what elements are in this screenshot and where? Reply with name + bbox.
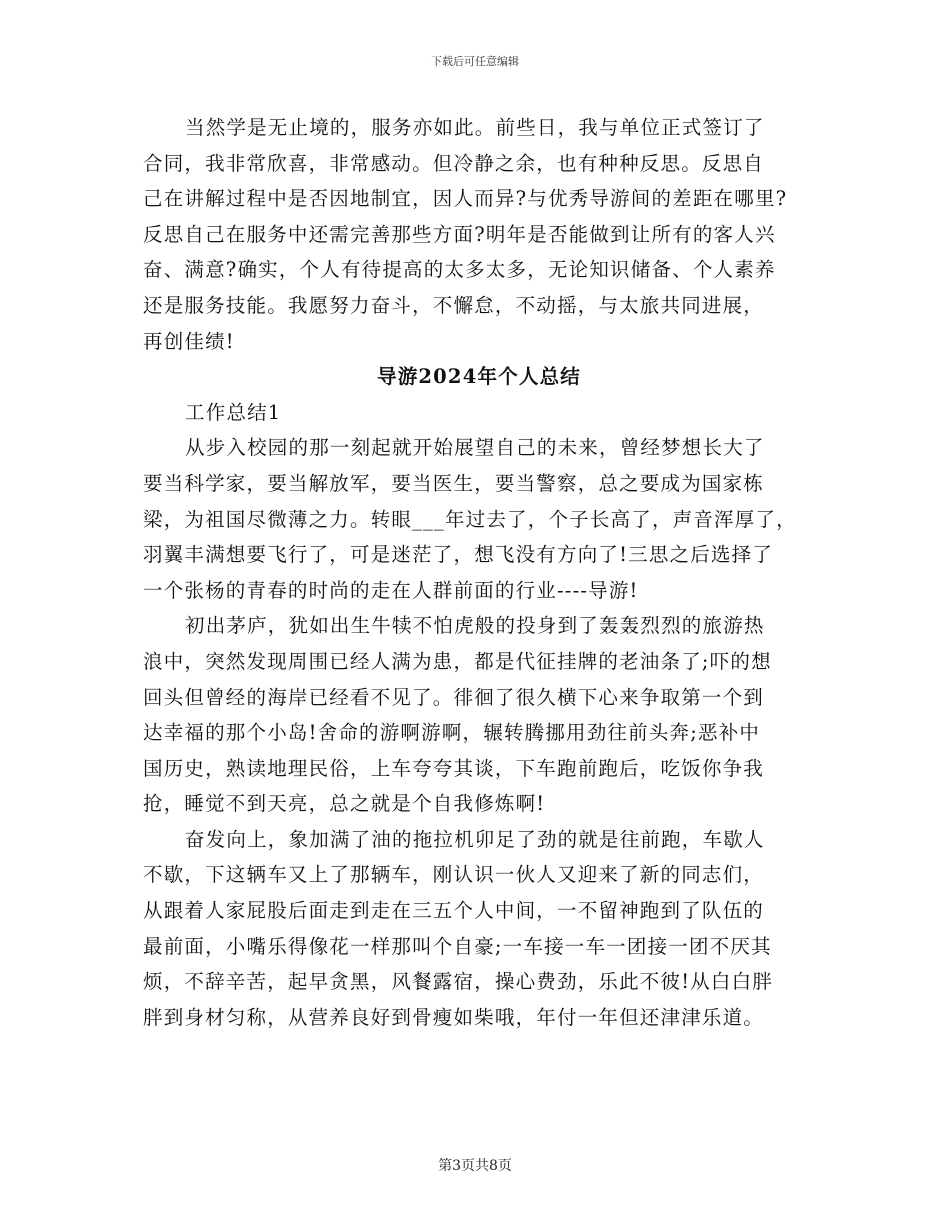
- text-line: 奋、满意?确实，个人有待提高的太多太多，无论知识储备、个人素养: [143, 258, 776, 282]
- text-line: 要当科学家，要当解放军，要当医生，要当警察，总之要成为国家栋: [143, 471, 765, 495]
- text-line: 最前面，小嘴乐得像花一样那叫个自豪;一车接一车一团接一团不厌其: [143, 934, 772, 958]
- text-line: 奋发向上，象加满了油的拖拉机卯足了劲的就是往前跑，车歇人: [185, 827, 765, 851]
- text-line: 己在讲解过程中是否因地制宜，因人而异?与优秀导游间的差距在哪里?: [143, 187, 788, 211]
- text-line: 抢，睡觉不到天亮，总之就是个自我修炼啊!: [143, 792, 546, 816]
- text-line: 初出茅庐，犹如出生牛犊不怕虎般的投身到了轰轰烈烈的旅游热: [185, 614, 765, 638]
- document-body: [143, 110, 815, 1035]
- paragraph-2: [143, 430, 815, 608]
- section-title: 导游2024年个人总结: [377, 365, 581, 389]
- text-line: 梁，为祖国尽微薄之力。转眼___年过去了，个子长高了，声音浑厚了，: [143, 507, 797, 531]
- text-line: 烦，不辞辛苦，起早贪黑，风餐露宿，操心费劲，乐此不彼!从白白胖: [143, 970, 774, 994]
- text-line: 胖到身材匀称，从营养良好到骨瘦如柴哦，年付一年但还津津乐道。: [143, 1005, 765, 1029]
- text-line: 回头但曾经的海岸已经看不见了。徘徊了很久横下心来争取第一个到: [143, 685, 765, 709]
- text-line: 还是服务技能。我愿努力奋斗，不懈怠，不动摇，与太旅共同进展，: [143, 293, 765, 317]
- text-line: 合同，我非常欣喜，非常感动。但冷静之余，也有种种反思。反思自: [143, 151, 765, 175]
- page-footer: 第3页共8页: [438, 1158, 512, 1174]
- paragraph-4: [143, 822, 815, 1036]
- text-line: 从跟着人家屁股后面走到走在三五个人中间，一不留神跑到了队伍的: [143, 899, 765, 923]
- text-line: 浪中，突然发现周围已经人满为患，都是代征挂牌的老油条了;吓的想: [143, 649, 772, 673]
- text-line: 羽翼丰满想要飞行了，可是迷茫了，想飞没有方向了!三思之后选择了: [143, 543, 774, 567]
- paragraph-3: [143, 608, 815, 822]
- text-line: 达幸福的那个小岛!舍命的游啊游啊，辗转腾挪用劲往前头奔;恶补中: [143, 721, 761, 745]
- text-line: 国历史，熟读地理民俗，上车夸夸其谈，下车跑前跑后，吃饭你争我: [143, 756, 765, 780]
- text-line: 不歇，下这辆车又上了那辆车，刚认识一伙人又迎来了新的同志们，: [143, 863, 765, 887]
- page-header: 下载后可任意编辑: [431, 55, 519, 68]
- paragraph-1: [143, 110, 815, 359]
- text-line: 反思自己在服务中还需完善那些方面?明年是否能做到让所有的客人兴: [143, 222, 776, 246]
- text-line: 一个张杨的青春的时尚的走在人群前面的行业----导游!: [143, 578, 639, 602]
- text-line: 从步入校园的那一刻起就开始展望自己的未来，曾经梦想长大了: [185, 436, 765, 460]
- section-subtitle: 工作总结1: [185, 400, 282, 424]
- text-line: 再创佳绩!: [143, 329, 235, 353]
- text-line: 当然学是无止境的，服务亦如此。前些日，我与单位正式签订了: [185, 116, 765, 139]
